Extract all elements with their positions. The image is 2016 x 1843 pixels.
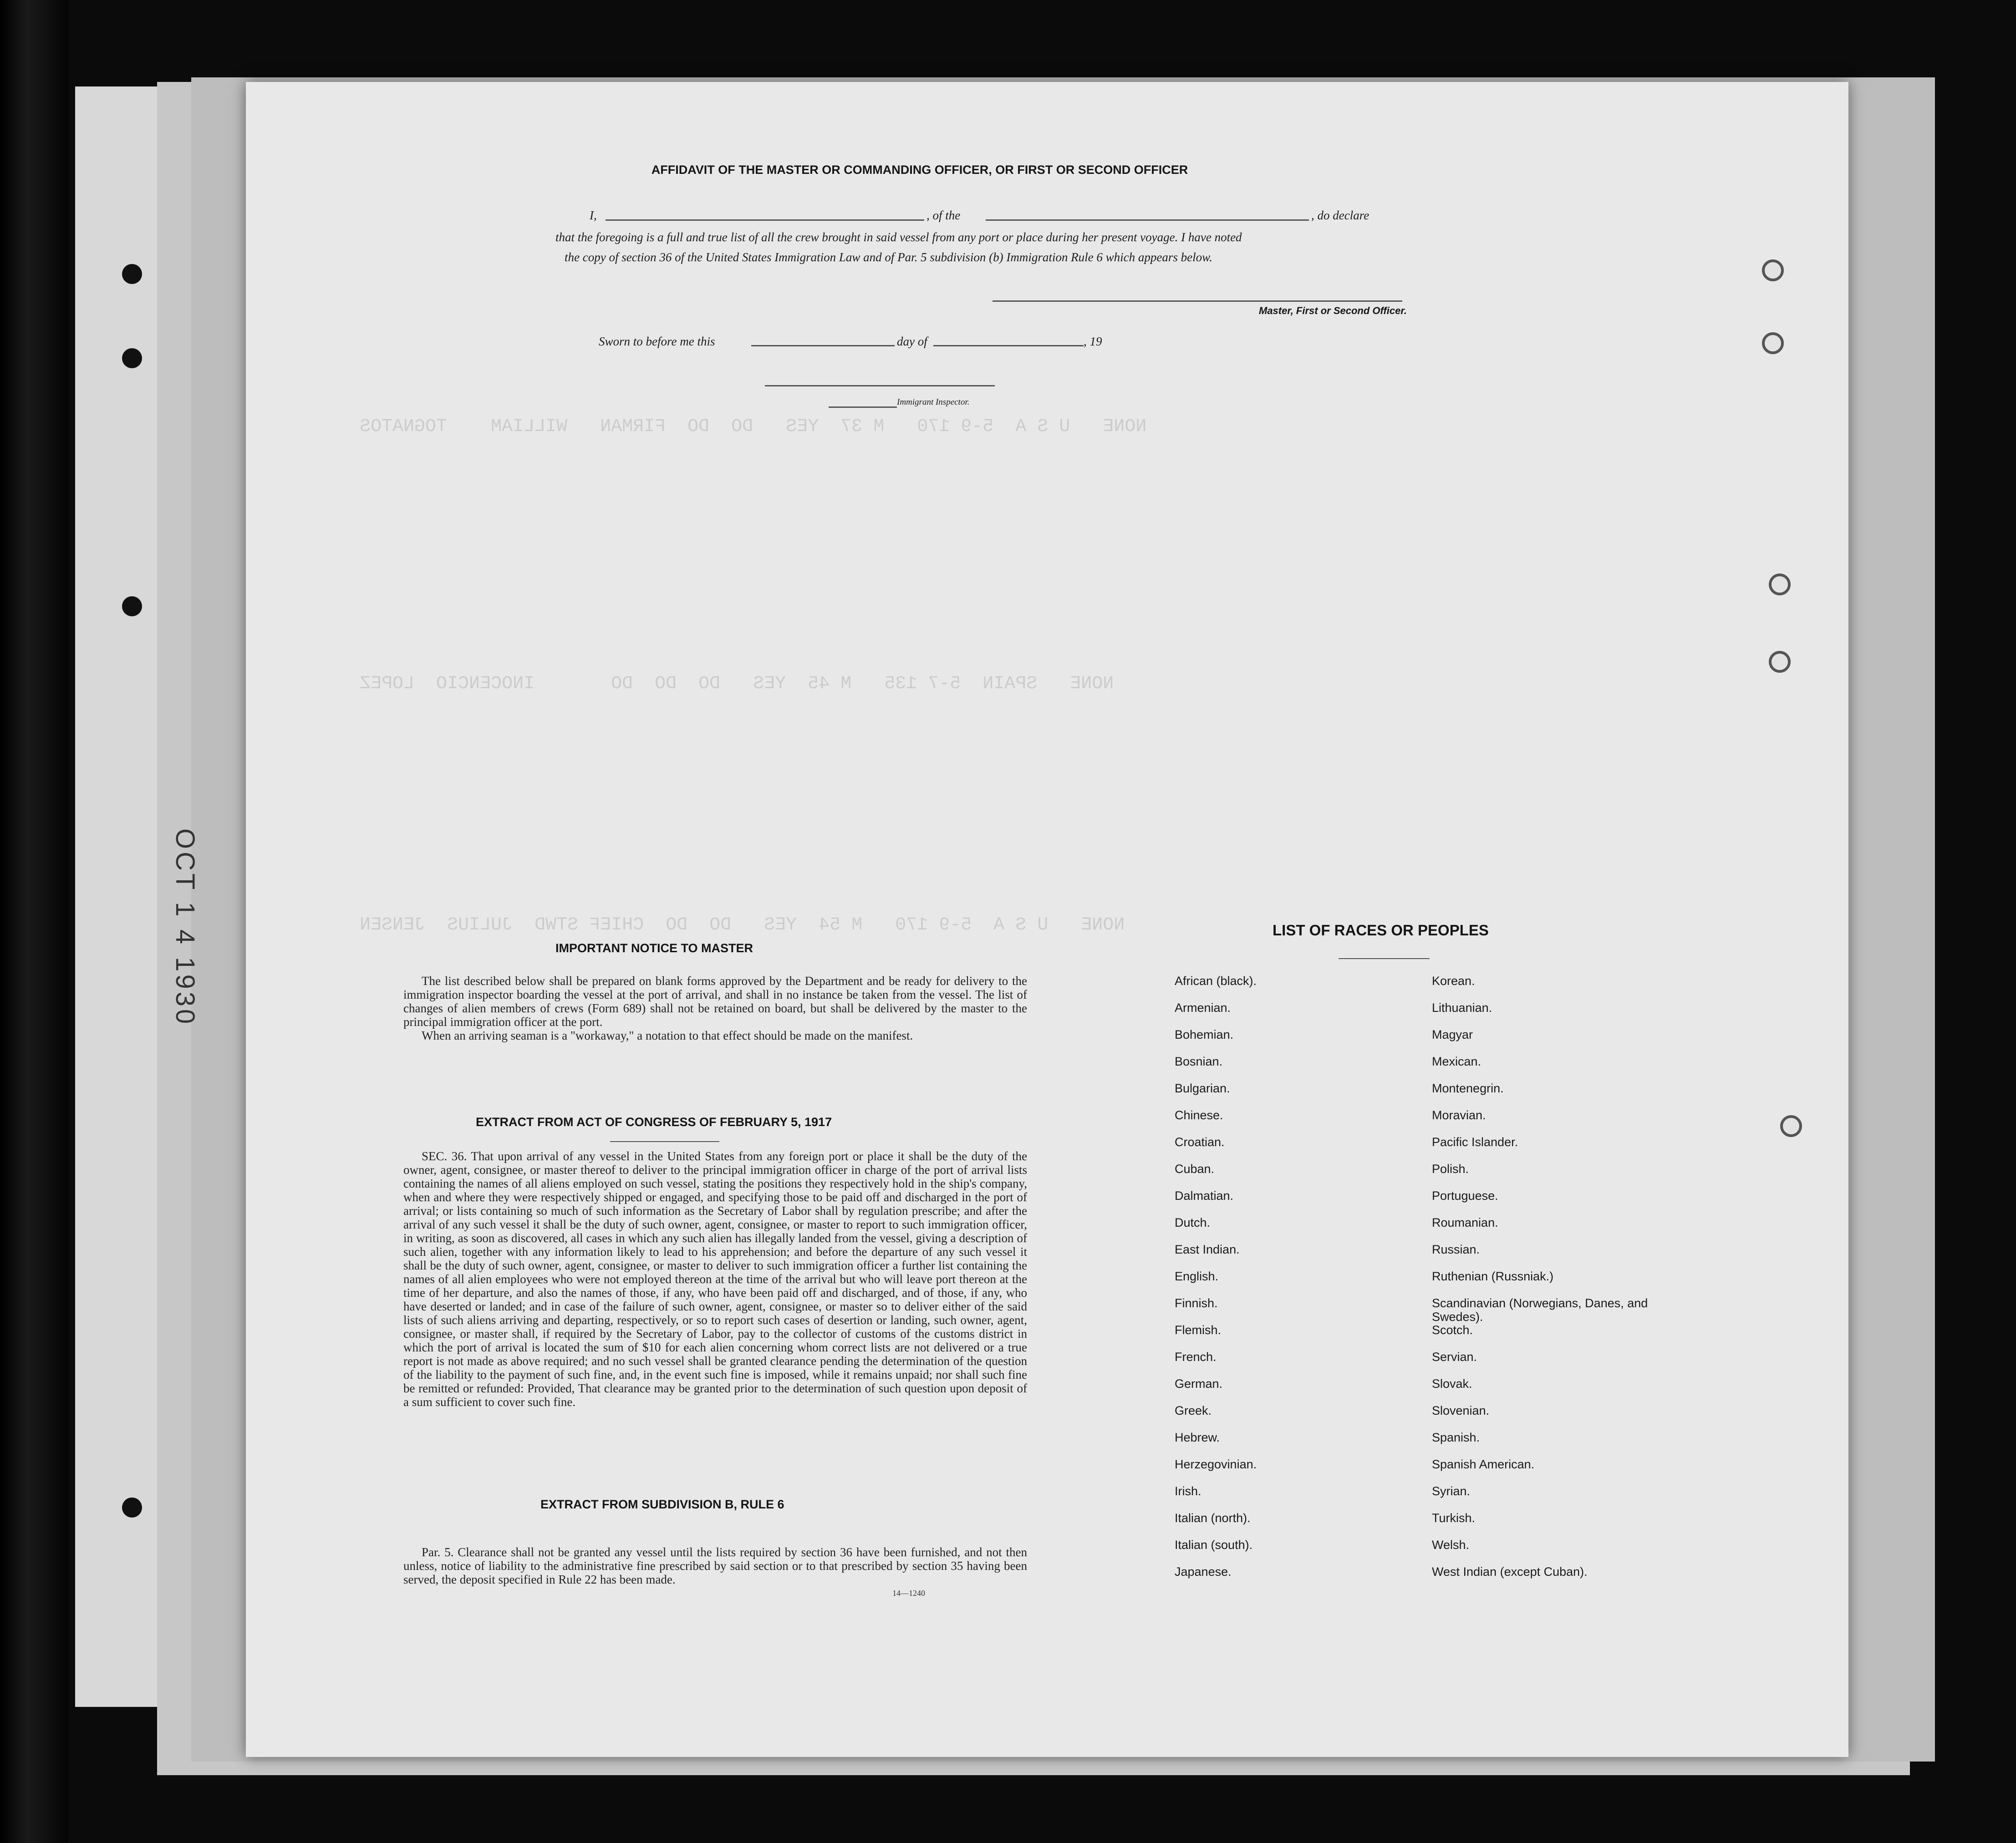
affidavit-i-label: I,	[590, 208, 597, 222]
race-item: Flemish.	[1175, 1323, 1222, 1337]
bleed-through-text: NONE SPAIN 5-7 135 M 45 YES DO DO DO INOCENCIO LOPEZ	[360, 674, 1114, 694]
master-signature-line[interactable]	[993, 300, 1402, 302]
race-item: Bosnian.	[1175, 1055, 1223, 1068]
races-title: LIST OF RACES OR PEOPLES	[1273, 922, 1489, 939]
rule6-extract-body	[403, 1545, 1027, 1586]
race-item: Armenian.	[1175, 1001, 1231, 1015]
race-item: Syrian.	[1432, 1484, 1471, 1498]
bleed-through-text: NONE U S A 5-9 170 M 54 YES DO DO CHIEF STWD JULIUS JENSEN	[360, 915, 1125, 935]
notice-body	[403, 974, 1027, 1042]
race-item: West Indian (except Cuban).	[1432, 1565, 1588, 1579]
inspector-label: Immigrant Inspector.	[897, 397, 970, 407]
title-underline	[1339, 958, 1430, 959]
race-item: Servian.	[1432, 1350, 1477, 1364]
vessel-name-line[interactable]	[986, 219, 1309, 221]
binder-ring	[1762, 259, 1784, 281]
race-item: Bulgarian.	[1175, 1081, 1230, 1095]
races-list-column-2	[1432, 974, 1669, 1592]
race-item: Roumanian.	[1432, 1216, 1498, 1229]
race-item: Dalmatian.	[1175, 1189, 1234, 1203]
form-number: 14—1240	[892, 1589, 925, 1598]
rule6-par-5: Par. 5. Clearance shall not be granted any vessel until the lists required by section 36 have been furnished, and not then unless, notice of liability to the administrative fine prescribed by said section or to that prescribed by section 35 having been served, the deposit specified in Rule 22 has been made.	[403, 1545, 1027, 1586]
race-item: Greek.	[1175, 1404, 1212, 1417]
affidavit-title: AFFIDAVIT OF THE MASTER OR COMMANDING OFFICER, OR FIRST OR SECOND OFFICER	[651, 163, 1188, 177]
race-item: Magyar	[1432, 1028, 1473, 1041]
race-item: East Indian.	[1175, 1243, 1240, 1256]
race-item: Portuguese.	[1432, 1189, 1498, 1203]
race-item: Italian (south).	[1175, 1538, 1253, 1552]
bleed-through-text: NONE U S A 5-9 170 M 37 YES DO DO FIRMAN WILLIAM TOGNATOS	[360, 416, 1147, 437]
race-item: Polish.	[1432, 1162, 1469, 1176]
manifest-page	[246, 82, 1848, 1757]
race-item: Finnish.	[1175, 1296, 1218, 1310]
notice-title: IMPORTANT NOTICE TO MASTER	[555, 941, 753, 955]
race-item: Korean.	[1432, 974, 1475, 988]
race-item: Herzegovinian.	[1175, 1457, 1257, 1471]
race-item: Spanish.	[1432, 1431, 1480, 1444]
race-item: Scandinavian (Norwegians, Danes, and Swedes).	[1432, 1296, 1648, 1324]
notice-paragraph-2: When an arriving seaman is a "workaway," a notation to that effect should be made on the manifest.	[422, 1029, 913, 1042]
race-item: Italian (north).	[1175, 1511, 1251, 1525]
punch-hole	[122, 264, 142, 284]
race-item: Moravian.	[1432, 1108, 1486, 1122]
race-item: French.	[1175, 1350, 1217, 1364]
race-item: Japanese.	[1175, 1565, 1232, 1579]
inspector-signature-line[interactable]	[765, 385, 995, 386]
race-item: Dutch.	[1175, 1216, 1211, 1229]
race-item: Chinese.	[1175, 1108, 1223, 1122]
affidavit-line-3: the copy of section 36 of the United States Immigration Law and of Par. 5 subdivision (b) Immigration Rule 6 which appears below.	[565, 250, 1212, 264]
binder-ring	[1769, 651, 1791, 673]
race-item: Ruthenian (Russniak.)	[1432, 1269, 1554, 1283]
binder-ring	[1762, 332, 1784, 354]
binder-ring	[1780, 1115, 1802, 1137]
race-item: Welsh.	[1432, 1538, 1470, 1552]
act-section-36: SEC. 36. That upon arrival of any vessel in the United States from any foreign port or place it shall be the duty of the owner, agent, consignee, or master thereof to deliver to the principal immigration officer in charge of the port of arrival lists containing the names of all aliens employed on such vessel, stating the positions they respectively hold in the ship's company, when and where they were respectively shipped or engaged, and specifying those to be paid off and discharged in the port of arrival; or lists containing so much of such information as the Secretary of Labor shall by regulation prescribe; and after the arrival of any such vessel it shall be the duty of such owner, agent, consignee, or master to report to such immigration officer, in writing, as soon as discovered, all cases in which any such alien has illegally landed from the vessel, giving a description of such alien, together with any information likely to lead to his apprehension; and before the departure of any such vessel it shall be the duty of such owner, agent, consignee, or master to deliver to such immigration officer a further list containing the names of all alien employees who were not employed thereon at the time of the arrival but who will leave port thereon at the time of her departure, and also the names of those, if any, who have been paid off and discharged, and of those, if any, who have deserted or landed; and in case of the failure of such owner, agent, consignee, or master so to deliver either of the said lists of such aliens arriving and departing, respectively, or so to report such cases of desertion or landing, such owner, agent, consignee, or master shall, if required by the Secretary of Labor, pay to the collector of customs of the customs district in which the port of arrival is located the sum of $10 for each alien concerning whom correct lists are not delivered or a true report is not made as above required; and no such vessel shall be granted clearance pending the determination of the question of the liability to the payment of such fine, and, in the event such fine is imposed, while it remains unpaid; nor shall such fine be remitted or refunded: Provided, That clearance may be granted prior to the determination of such question upon deposit of a sum sufficient to cover such fine.	[403, 1149, 1027, 1409]
race-item: Slovenian.	[1432, 1404, 1490, 1417]
race-item: Irish.	[1175, 1484, 1201, 1498]
race-item: African (black).	[1175, 974, 1257, 988]
notice-paragraph-1: The list described below shall be prepared on blank forms approved by the Department and be ready for delivery to the immigration inspector boarding the vessel at the port of arrival, and shall in no instance be taken from the vessel. The list of changes of alien members of crews (Form 689) shall not be retained on board, but shall be delivered by the master to the principal immigration officer at the port.	[403, 974, 1027, 1029]
race-item: Montenegrin.	[1432, 1081, 1504, 1095]
master-name-line[interactable]	[606, 219, 924, 221]
binder-ring	[1769, 574, 1791, 595]
race-item: Scotch.	[1432, 1323, 1473, 1337]
sworn-year-label: , 19	[1084, 335, 1102, 348]
races-list-column-1	[1175, 974, 1411, 1592]
race-item: Russian.	[1432, 1243, 1480, 1256]
inspector-dash	[829, 406, 897, 408]
rule6-extract-title: EXTRACT FROM SUBDIVISION B, RULE 6	[540, 1498, 784, 1511]
race-item: Mexican.	[1432, 1055, 1481, 1068]
race-item: Slovak.	[1432, 1377, 1472, 1391]
sworn-day-label: day of	[897, 335, 927, 348]
race-item: Bohemian.	[1175, 1028, 1234, 1041]
date-stamp: OCT 1 4 1930	[170, 828, 200, 1027]
affidavit-line-2: that the foregoing is a full and true list of all the crew brought in said vessel from any port or place during her present voyage. I have noted	[555, 230, 1242, 244]
act-extract-body	[403, 1149, 1027, 1409]
binder-edge	[0, 0, 68, 1843]
race-item: Turkish.	[1432, 1511, 1476, 1525]
punch-hole	[122, 1498, 142, 1518]
sworn-prefix: Sworn to before me this	[599, 335, 715, 348]
signature-label: Master, First or Second Officer.	[1259, 305, 1407, 316]
race-item: Cuban.	[1175, 1162, 1215, 1176]
affidavit-declare-label: , do declare	[1311, 208, 1369, 222]
race-item: Hebrew.	[1175, 1431, 1220, 1444]
race-item: Pacific Islander.	[1432, 1135, 1518, 1149]
punch-hole	[122, 596, 142, 616]
sworn-month-line[interactable]	[933, 345, 1084, 346]
affidavit-of-the-label: , of the	[927, 208, 961, 222]
sworn-date-line[interactable]	[751, 345, 895, 346]
race-item: Croatian.	[1175, 1135, 1225, 1149]
race-item: German.	[1175, 1377, 1223, 1391]
act-extract-title: EXTRACT FROM ACT OF CONGRESS OF FEBRUARY 5, 1917	[476, 1115, 832, 1129]
race-item: Lithuanian.	[1432, 1001, 1492, 1015]
race-item: English.	[1175, 1269, 1219, 1283]
race-item: Spanish American.	[1432, 1457, 1535, 1471]
title-underline	[610, 1141, 719, 1142]
punch-hole	[122, 348, 142, 368]
